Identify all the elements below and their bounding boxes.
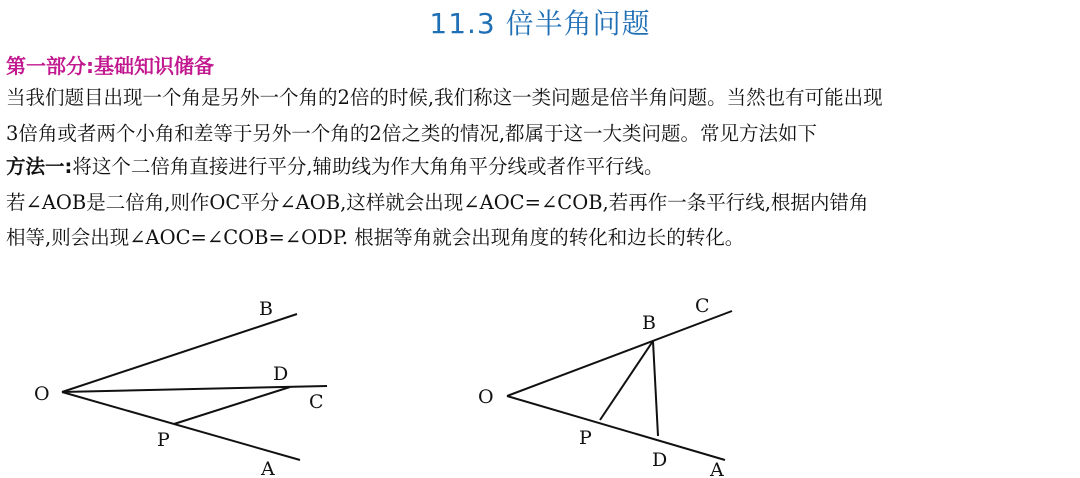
page-title: 11.3 倍半角问题	[429, 7, 651, 40]
method-one-line	[6, 155, 1076, 179]
section-heading: 第一部分:基础知识储备	[6, 54, 214, 78]
ray-oc	[507, 311, 732, 396]
label-d: D	[273, 363, 289, 385]
paragraph-line-1: 当我们题目出现一个角是另外一个角的2倍的时候,我们称这一类问题是倍半角问题。当然也有可能出现	[6, 86, 883, 109]
label-a: A	[710, 459, 724, 478]
segment-bd	[653, 341, 658, 436]
label-c: C	[309, 391, 324, 413]
label-c: C	[695, 295, 710, 317]
parallel-figure	[460, 290, 760, 478]
segment-bp	[600, 341, 653, 420]
method-one-text: 将这个二倍角直接进行平分,辅助线为作大角角平分线或者作平行线。	[72, 155, 664, 178]
segment-pd	[174, 387, 290, 424]
paragraph-line-5: 相等,则会出现∠AOC=∠COB=∠ODP. 根据等角就会出现角度的转化和边长的转化。	[6, 226, 745, 249]
label-a: A	[261, 458, 275, 478]
label-b: B	[259, 298, 273, 320]
ray-oa	[507, 396, 725, 460]
ray-oa	[62, 392, 300, 460]
ray-ob	[62, 314, 297, 392]
label-b: B	[642, 312, 656, 334]
label-o: O	[478, 386, 494, 408]
label-p: P	[157, 429, 170, 451]
paragraph-line-2: 3倍角或者两个小角和差等于另外一个角的2倍之类的情况,都属于这一大类问题。常见方法如下	[6, 122, 818, 145]
label-d: D	[652, 449, 668, 471]
label-o: O	[34, 383, 50, 405]
bisector-figure	[0, 290, 360, 478]
label-p: P	[579, 427, 592, 449]
method-one-label: 方法一:	[6, 155, 73, 178]
paragraph-line-4: 若∠AOB是二倍角,则作OC平分∠AOB,这样就会出现∠AOC=∠COB,若再作一条平行线,根据内错角	[6, 191, 869, 214]
